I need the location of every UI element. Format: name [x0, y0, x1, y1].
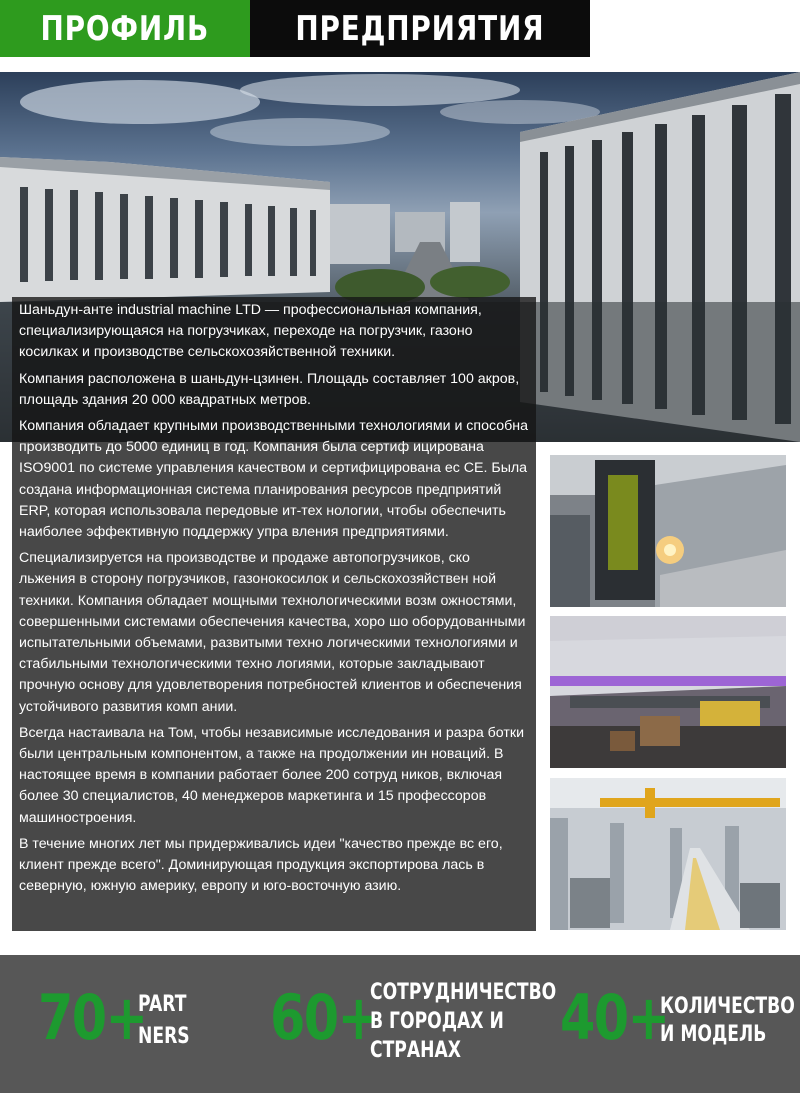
workshop-crane-photo [550, 778, 786, 930]
stat-cooperation-label-line2: В ГОРОДАХ И [370, 1009, 504, 1034]
stat-partners-label-line2: NERS [138, 1024, 190, 1049]
stat-cooperation-label-line3: СТРАНАХ [370, 1038, 462, 1063]
stat-models-value: 40+ [560, 981, 669, 1054]
stat-partners-label-line1: PART [138, 992, 187, 1017]
stat-partners-value: 70+ [38, 981, 147, 1054]
about-paragraph-2: Компания расположена в шаньдун-цзинен. Площадь составляет 100 акров, площадь здания 20 000 квадратных метров. [19, 370, 520, 408]
about-paragraph-5: Всегда настаивала на Том, чтобы независимые исследования и разра ботки были центральным компонентом, а также на продолжении ин новаций. В настоящее время в компании работает более 200 сотруд ников, включая более 30 специалистов, 40 менеджеров маркетинга и 15 профессоров машиностроения. [19, 724, 524, 826]
workshop-crane-illustration [550, 778, 786, 930]
press-brake-illustration [550, 616, 786, 768]
stat-cooperation-label-line1: СОТРУДНИЧЕСТВО [370, 980, 557, 1005]
about-paragraph-1: Шаньдун-анте industrial machine LTD — профессиональная компания, специализирующаяся на погрузчиках, переходе на погрузчик, газоно косилках и производстве сельскохозяйственной техники. [19, 302, 482, 361]
about-paragraph-4: Специализируется на производстве и продаже автопогрузчиков, ско льжения в сторону погрузчиков, газонокосилок и сельскохозяйствен ной техники. Компания обладает мощными технологическими возм ожностями, совершенными системами обеспечения качества, хоро шо оборудованными испытательными объемами, развитыми техно логическими технологиями и стабильными технологическими техно логиями, которые закладывают прочную основу для удовлетворения потребностей клиентов и обеспечения устойчивого развития комп ании. [19, 550, 526, 715]
stat-models-label-line1: КОЛИЧЕСТВО [660, 994, 795, 1019]
stat-cooperation-value: 60+ [270, 981, 379, 1054]
stats-bar [0, 955, 800, 1093]
press-brake-photo [550, 616, 786, 768]
header-title-left-block [0, 0, 250, 57]
laser-cutting-photo [550, 455, 786, 607]
laser-cutting-illustration [550, 455, 786, 607]
about-paragraph-6: В течение многих лет мы придерживались идеи "качество прежде вс его, клиент прежде всего". Доминирующая продукция экспортирова лась в северную, южную америку, европу и юго-восточную азию. [19, 835, 503, 895]
company-description-box [12, 297, 536, 931]
about-paragraph-3: Компания обладает крупными производственными технологиями и способна производить до 5000 единиц в год. Компания была сертиф ицирована ISO9001 по системе управления качеством и сертифицирована ес CE. Была создана информационная система планирования ресурсов предприятий ERP, которая использовала передовые ит-тех нологии, чтобы обеспечить наиболее эффективную поддержку упра вления предприятиями. [19, 418, 528, 541]
header-title-right: ПРЕДПРИЯТИЯ [295, 8, 545, 49]
stat-models-label-line2: И МОДЕЛЬ [660, 1022, 767, 1047]
header-title-left: ПРОФИЛЬ [40, 8, 210, 49]
header-title-right-block [250, 0, 590, 57]
